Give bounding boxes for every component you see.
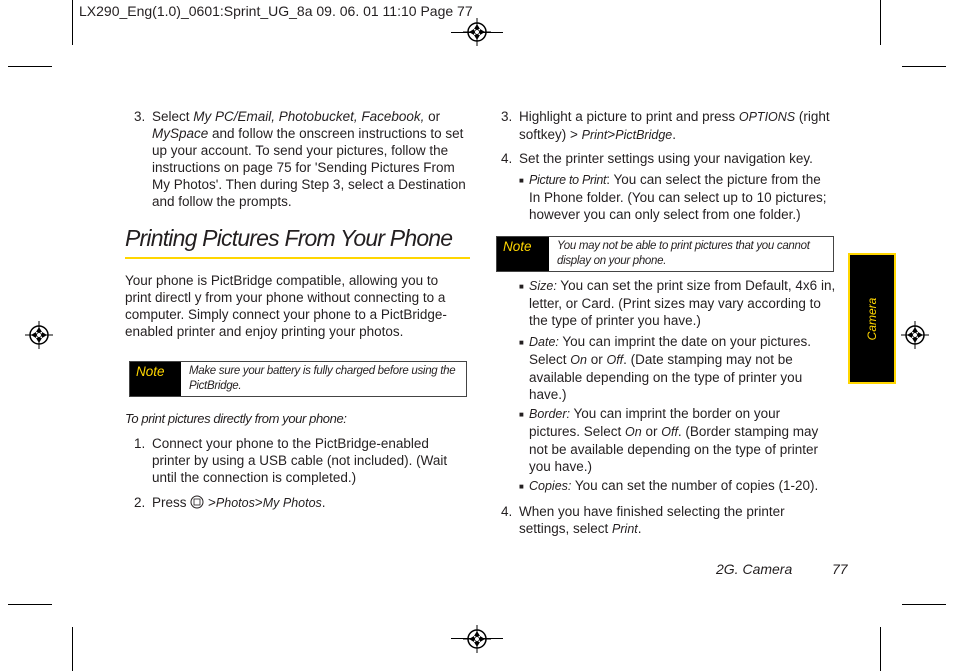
registration-mark-icon (463, 18, 491, 46)
bullet-date: Date: You can imprint the date on your pictures. Select On or Off. (Date stamping may not be available depending on the type of printer you have.) (529, 334, 812, 402)
crop-mark (902, 66, 946, 67)
note-text: You may not be able to print pictures that you cannot display on your phone. (557, 240, 810, 267)
crop-mark (8, 604, 52, 605)
bullet-picture-to-print: Picture to Print: You can select the picture from the In Phone folder. (You can select up to 10 pictures; however you can only select from one folder.) (529, 172, 827, 222)
step-1-text: Connect your phone to the PictBridge-enabled printer by using a USB cable (not included). (Wait until the connection is completed.) (152, 436, 448, 485)
bullet-icon: ■ (519, 338, 524, 347)
bullet-icon: ■ (519, 282, 524, 291)
section-tab-label: Camera (865, 297, 879, 340)
step-number: 3. (501, 109, 513, 124)
step-number: 4. (501, 151, 513, 166)
step-number: 4. (501, 504, 513, 519)
bullet-size: Size: You can set the print size from Default, 4x6 in, letter, or Card. (Print sizes may vary according to the type of printer you have.) (529, 278, 836, 328)
intro-paragraph: Your phone is PictBridge compatible, allowing you to print directl y from your phone without connecting to a computer. Simply connect your phone to a PictBridge-enabled printer and enjoy printing your photos. (125, 273, 447, 339)
step-number: 1. (134, 436, 146, 451)
crop-mark (880, 627, 881, 671)
bullet-icon: ■ (519, 176, 524, 185)
menu-key-icon (190, 495, 204, 509)
print-slug: LX290_Eng(1.0)_0601:Sprint_UG_8a 09. 06. 01 11:10 Page 77 (79, 3, 473, 19)
registration-mark-icon (25, 321, 53, 349)
step-number: 3. (134, 109, 146, 124)
section-tab (848, 253, 896, 384)
step-2-text: Press >Photos>My Photos. (152, 495, 326, 510)
section-heading: Printing Pictures From Your Phone (125, 225, 470, 259)
note-box (496, 236, 834, 272)
crop-mark (902, 604, 946, 605)
right-step-4-text: Set the printer settings using your navigation key. (519, 151, 813, 166)
right-step-4b-text: When you have finished selecting the printer settings, select Print. (519, 504, 785, 536)
page-number: 77 (832, 561, 848, 577)
crop-mark (72, 0, 73, 45)
note-label: Note (130, 362, 181, 396)
bullet-icon: ■ (519, 482, 524, 491)
bullet-icon: ■ (519, 410, 524, 419)
registration-mark-icon (901, 321, 929, 349)
footer-section: 2G. Camera (716, 561, 793, 577)
note-label: Note (497, 237, 549, 271)
bullet-border: Border: You can imprint the border on your pictures. Select On or Off. (Border stamping may not be available depending on the type of printer you have.) (529, 406, 819, 474)
right-step-3-text: Highlight a picture to print and press OPTIONS (right softkey) > Print>PictBridge. (519, 109, 830, 142)
bullet-copies: Copies: You can set the number of copies (1-20). (529, 478, 819, 493)
note-text: Make sure your battery is fully charged before using the PictBridge. (188, 365, 456, 392)
step-number: 2. (134, 495, 146, 510)
step-3-text: Select My PC/Email, Photobucket, Facebook, or MySpace and follow the onscreen instructions to set up your account. To send your pictures, follow the instructions on page 75 for 'Sending Pictures From My Photos'. Then during Step 3, select a Destination and follow the prompts. (152, 109, 466, 209)
crop-mark (72, 627, 73, 671)
note-box (129, 361, 467, 397)
registration-mark-icon (463, 625, 491, 653)
crop-mark (8, 66, 52, 67)
crop-mark (880, 0, 881, 45)
procedure-heading: To print pictures directly from your phone: (125, 411, 347, 426)
